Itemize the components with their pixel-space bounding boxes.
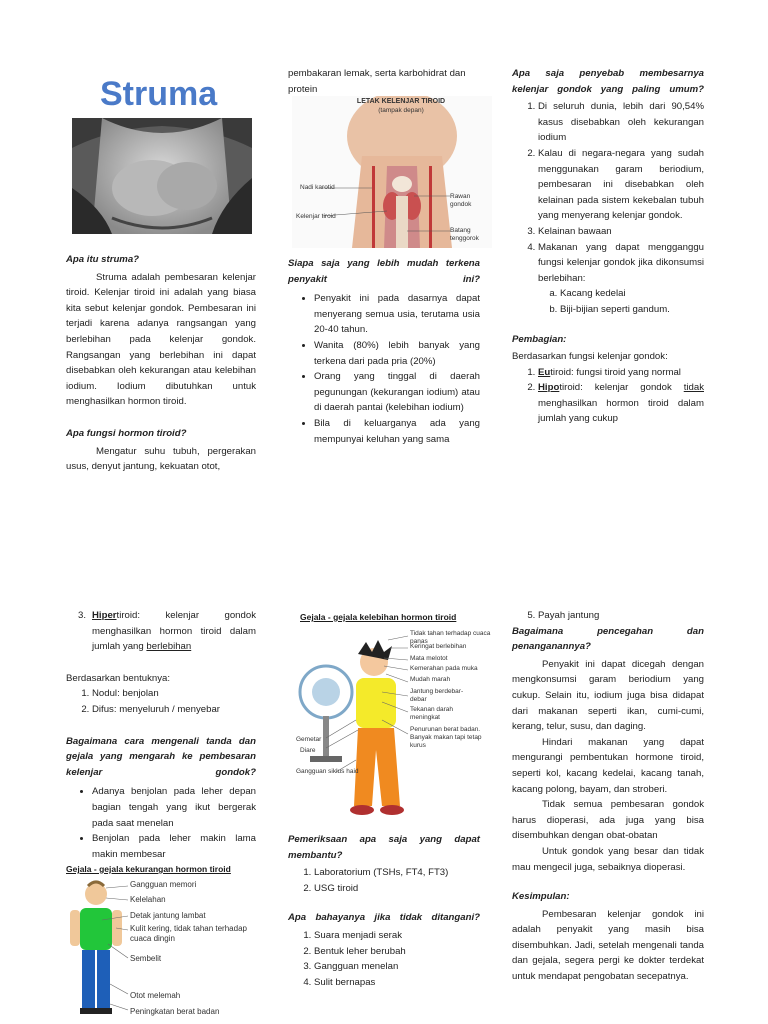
hyper-label: Mudah marah: [410, 676, 451, 683]
label-cartilage: Rawan gondok: [450, 193, 472, 208]
list-item: 1. Nodul: benjolan: [92, 686, 256, 702]
hypo-label: Kulit kering, tidak tahan terhadap cuaca dingin: [130, 924, 247, 943]
thyroid-location-figure: [292, 96, 492, 248]
column-intro: [66, 252, 256, 475]
hyper-label: Kemerahan pada muka: [410, 665, 478, 672]
question-hormone-function: Apa fungsi hormon tiroid?: [66, 427, 187, 439]
column-risk-list: [288, 256, 480, 447]
hypothyroid-symptoms-figure: [66, 864, 262, 1022]
hyper-label: Diare: [300, 747, 316, 754]
hyper-figure-title: Gejala - gejala kelebihan hormon tiroid: [300, 612, 457, 622]
causes-list: [512, 99, 704, 317]
paragraph-conclusion: Pembesaran kelenjar gondok ini adalah penyakit yang masih bisa disembuhkan. Jadi, setelah mengenali tanda dan gejala, segera pergi ke dokter terdekat untuk mendapat pengobatan secepatnya.: [512, 908, 704, 983]
page-title: Struma: [100, 75, 218, 113]
function-list: [512, 365, 704, 427]
list-item: 2. Kalau di negara-negara yang sudah menggunakan garam beriodium, pembesaran ini disebabkan oleh kelainan pada sistem kekebalan tubuh yang menyerang kelenjar gondok.: [538, 146, 704, 224]
list-number: 3.: [77, 610, 86, 621]
list-item: 1. Laboratorium (TSHs, FT4, FT3): [314, 865, 480, 881]
hyper-label: Gemetar: [296, 736, 322, 743]
paragraph-prevention-1: Penyakit ini dapat dicegah dengan mengkonsumsi garam beriodium yang cukup. Selain itu, iodium juga bisa didapat dari makanan seperti ikan, cumi-cumi, kerang, telur, susu, dan daging.: [512, 658, 704, 733]
list-item: 2. Bentuk leher berubah: [314, 944, 480, 960]
hyper-label: Gangguan siklus haid: [296, 768, 359, 775]
label-carotid: Nadi karotid: [300, 184, 335, 191]
paragraph-continued: pembakaran lemak, serta karbohidrat dan protein: [288, 68, 466, 95]
paragraph-hormone-function: Mengatur suhu tubuh, pergerakan usus, denyut jantung, kekuatan otot,: [66, 445, 256, 473]
hypo-label: Peningkatan berat badan: [130, 1007, 220, 1016]
list-item: 1. Di seluruh dunia, lebih dari 90,54% kasus disebabkan oleh kekurangan iodium: [538, 99, 704, 146]
hypo-label: Otot melemah: [130, 991, 181, 1000]
list-item: 3. Kelainan bawaan: [538, 224, 704, 240]
risk-bullet-list: [288, 291, 480, 447]
column-exams: [288, 832, 480, 990]
danger-list-continued: [512, 608, 704, 624]
hyper-label: Tekanan darah meningkat: [410, 706, 454, 721]
paragraph-prevention-2: Hindari makanan yang dapat mengurangi pembentukan hormone tiroid, seperti kol, kacang kedelai, kacang tanah, kacang polong, bayam, dan stroberi.: [512, 736, 704, 795]
hyper-label: Tidak tahan terhadap cuaca panas: [410, 630, 491, 645]
shape-list: [66, 686, 256, 717]
list-item: 1. Suara menjadi serak: [314, 928, 480, 944]
list-item: 4. Sulit bernapas: [314, 975, 480, 991]
term-eu-desc: tiroid: fungsi tiroid yang normal: [550, 366, 681, 378]
list-item: a. Kacang kedelai: [560, 286, 704, 302]
hyper-label: Mata melotot: [410, 655, 448, 662]
question-exams: Pemeriksaan apa saja yang dapat membantu?: [288, 834, 480, 861]
list-item-hiper: [66, 608, 256, 655]
list-item: • Benjolan pada leher makin lama makin membesar: [92, 831, 256, 862]
foods-list: [538, 286, 704, 317]
term-hipo: Hipo: [538, 382, 560, 394]
term-hiper: Hiper: [92, 610, 117, 621]
label-trachea: Batang tenggorok: [450, 227, 479, 242]
hypo-label: Sembelit: [130, 954, 162, 963]
term-hipo-desc: tiroid: kelenjar gondok: [559, 382, 684, 394]
term-eu: Eu: [538, 366, 551, 378]
cause-food-text: Makanan yang dapat mengganggu fungsi kelenjar gondok jika dikonsumsi berlebihan:: [538, 241, 704, 284]
list-item: • Adanya benjolan pada leher depan bagian tengah yang ikut bergerak pada saat menelan: [92, 784, 256, 831]
danger-list: [288, 928, 480, 990]
heading-conclusion: Kesimpulan:: [512, 891, 570, 903]
exam-list: [288, 865, 480, 896]
question-prevention: Bagaimana pencegahan dan penanganannya?: [512, 625, 704, 653]
list-item: [538, 240, 704, 318]
list-item: [538, 380, 704, 427]
label-thyroid: Kelenjar tiroid: [296, 213, 336, 220]
hypo-label: Detak jantung lambat: [130, 911, 206, 920]
column-causes: [512, 66, 704, 427]
term-hiper-desc: tiroid: kelenjar gondok menghasilkan hormon tiroid dalam jumlah yang: [92, 610, 256, 653]
heading-classification: Pembagian:: [512, 333, 567, 345]
paragraph-prevention-4: Untuk gondok yang besar dan tidak mau mengecil juga, sebaiknya dioperasi.: [512, 845, 704, 873]
list-item: b. Biji-bijian seperti gandum.: [560, 302, 704, 318]
hypo-figure-title: Gejala - gejala kekurangan hormon tiroid: [66, 864, 231, 874]
list-item: • Bila di keluarganya ada yang mempunyai keluhan yang sama: [314, 416, 480, 447]
question-recognize-signs: Bagaimana cara mengenali tanda dan gejala yang mengarah ke pembesaran kelenjar gondok?: [66, 735, 256, 778]
list-item: • Wanita (80%) lebih banyak yang terkena dari pada pria (20%): [314, 338, 480, 369]
paragraph-definition: Struma adalah pembesaran kelenjar tiroid. Kelenjar tiroid ini adalah yang biasa kita sebut kelenjar gondok. Pembesaran ini terjadi karena adanya rangsangan yang berlebihan pada kelenjar gondok. Rangsangan yang berlebihan ini dapat disebabkan oleh kekurangan atau kelebihan iodium. Iodium dibutuhkan untuk menghasilkan hormon tiroid.: [66, 271, 256, 408]
paragraph-by-shape: Berdasarkan bentuknya:: [66, 672, 170, 684]
column-shapes: [66, 608, 256, 862]
list-item: • Orang yang tinggal di daerah pegunungan (kekurangan iodium) atau di daerah pantai (kelebihan iodium): [314, 369, 480, 416]
thyroid-figure-subtitle: (tampak depan): [378, 107, 424, 114]
neck-goiter-photo: [72, 118, 252, 234]
question-what-is-struma: Apa itu struma?: [66, 254, 140, 265]
list-item: [538, 365, 704, 381]
question-who-at-risk: Siapa saja yang lebih mudah terkena penyakit ini?: [288, 258, 480, 285]
column-risk: [288, 66, 480, 97]
hypo-label: Kelelahan: [130, 895, 166, 904]
column-prevention: [512, 608, 704, 985]
paragraph-prevention-3: Tidak semua pembesaran gondok harus dioperasi, ada juga yang bisa disembuhkan dengan obat-obatan: [512, 799, 704, 842]
question-common-causes: Apa saja penyebab membesarnya kelenjar gondok yang paling umum?: [512, 68, 704, 95]
list-item: • Penyakit ini pada dasarnya dapat menyerang semua usia, terutama usia 20-40 tahun.: [314, 291, 480, 338]
question-dangers: Apa bahayanya jika tidak ditangani?: [288, 912, 480, 924]
list-item: 5. Payah jantung: [538, 608, 704, 624]
paragraph-by-function: Berdasarkan fungsi kelenjar gondok:: [512, 351, 668, 363]
term-hiper-emph: berlebihan: [146, 641, 192, 653]
signs-list: [66, 784, 256, 862]
hypo-label: Gangguan memori: [130, 880, 197, 889]
term-hipo-tidak: tidak: [683, 382, 704, 394]
hyper-label: Jantung berdebar-debar: [410, 688, 464, 703]
list-item: 2. Difus: menyeluruh / menyebar: [92, 702, 256, 718]
hyper-label: Keringat berlebihan: [410, 643, 467, 650]
list-item: 3. Gangguan menelan: [314, 959, 480, 975]
hyperthyroid-symptoms-figure: [296, 610, 492, 824]
term-hipo-desc-end: menghasilkan hormon tiroid dalam jumlah yang cukup: [538, 397, 704, 425]
list-item: 2. USG tiroid: [314, 881, 480, 897]
thyroid-figure-title: LETAK KELENJAR TIROID: [356, 98, 446, 105]
hyper-label: Penurunan berat badan. Banyak makan tapi tetap kurus: [410, 726, 482, 749]
